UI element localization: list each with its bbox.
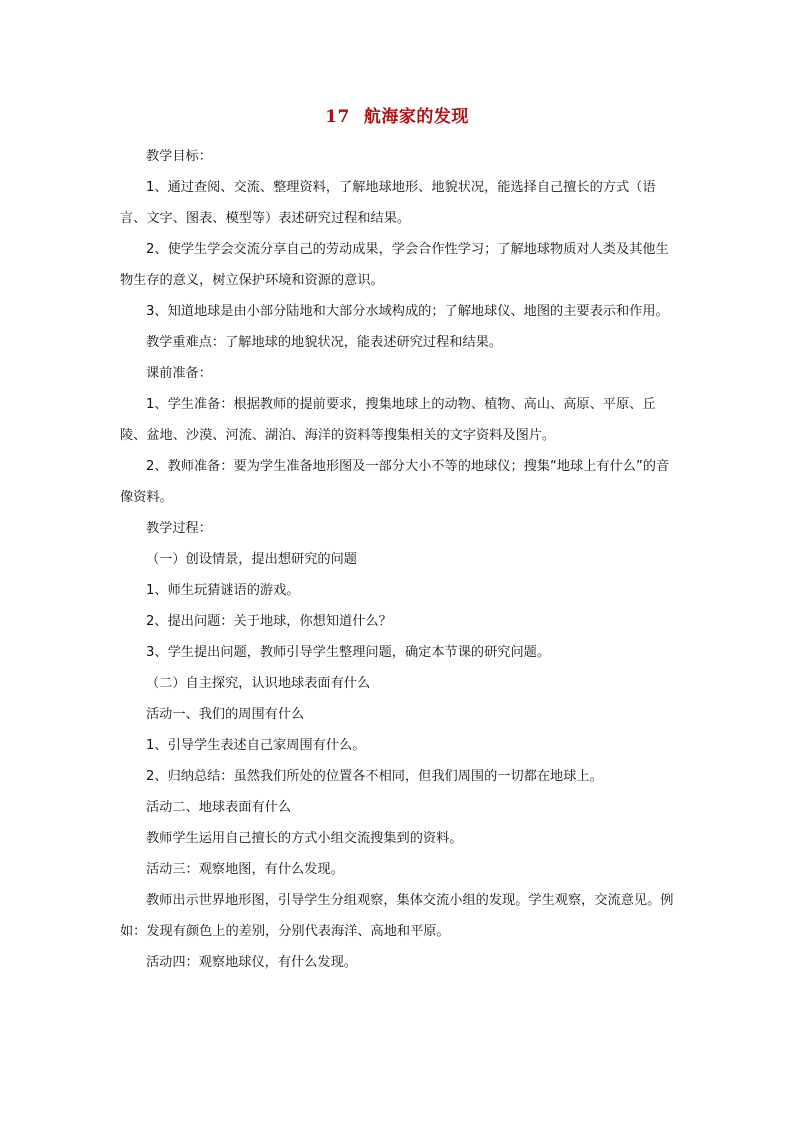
lesson-number: 17 [325,107,350,127]
lesson-title [0,104,794,130]
process-step-heading: （二）自主探究，认识地球表面有什么 [146,676,371,691]
activity-step: 教师出示世界地形图，引导学生分组观察，集体交流小组的发现。学生观察，交流意见。例如：发现有颜色上的差别，分别代表海洋、高地和平原。 [120,893,674,939]
key-difficulty-paragraph: 教学重难点：了解地球的地貌状况，能表述研究过程和结果。 [146,335,503,350]
activity-heading: 活动二、地球表面有什么 [146,800,292,815]
section-heading-objectives: 教学目标： [146,149,212,164]
process-step-heading: （一）创设情景，提出想研究的问题 [146,552,357,567]
process-step: 1、师生玩猜谜语的游戏。 [146,583,300,598]
lesson-body [120,141,680,978]
activity-step: 2、归纳总结：虽然我们所处的位置各不相同，但我们周围的一切都在地球上。 [146,769,603,784]
section-heading-preparation: 课前准备： [146,366,212,381]
activity-step: 1、引导学生表述自己家周围有什么。 [146,738,366,753]
preparation-item: 1、学生准备：根据教师的提前要求，搜集地球上的动物、植物、高山、高原、平原、丘陵、盆地、沙漠、河流、湖泊、海洋的资料等搜集相关的文字资料及图片。 [120,397,656,443]
activity-heading: 活动三：观察地图，有什么发现。 [146,862,344,877]
section-heading-process: 教学过程： [146,521,212,536]
objective-item: 2、使学生学会交流分享自己的劳动成果，学会合作性学习；了解地球物质对人类及其他生物生存的意义，树立保护环境和资源的意识。 [120,242,669,288]
process-step: 3、学生提出问题，教师引导学生整理问题，确定本节课的研究问题。 [146,645,551,660]
objective-item: 3、知道地球是由小部分陆地和大部分水域构成的；了解地球仪、地图的主要表示和作用。 [146,304,669,319]
objective-item: 1、通过查阅、交流、整理资料，了解地球地形、地貌状况，能选择自己擅长的方式（语言、文字、图表、模型等）表述研究过程和结果。 [120,180,656,226]
activity-heading: 活动四：观察地球仪，有什么发现。 [146,955,357,970]
process-step: 2、提出问题：关于地球，你想知道什么？ [146,614,392,629]
activity-heading: 活动一、我们的周围有什么 [146,707,305,722]
preparation-item: 2、教师准备：要为学生准备地形图及一部分大小不等的地球仪；搜集“地球上有什么”的音像资料。 [120,459,670,505]
activity-step: 教师学生运用自己擅长的方式小组交流搜集到的资料。 [146,831,463,846]
lesson-title-text: 航海家的发现 [363,107,469,127]
